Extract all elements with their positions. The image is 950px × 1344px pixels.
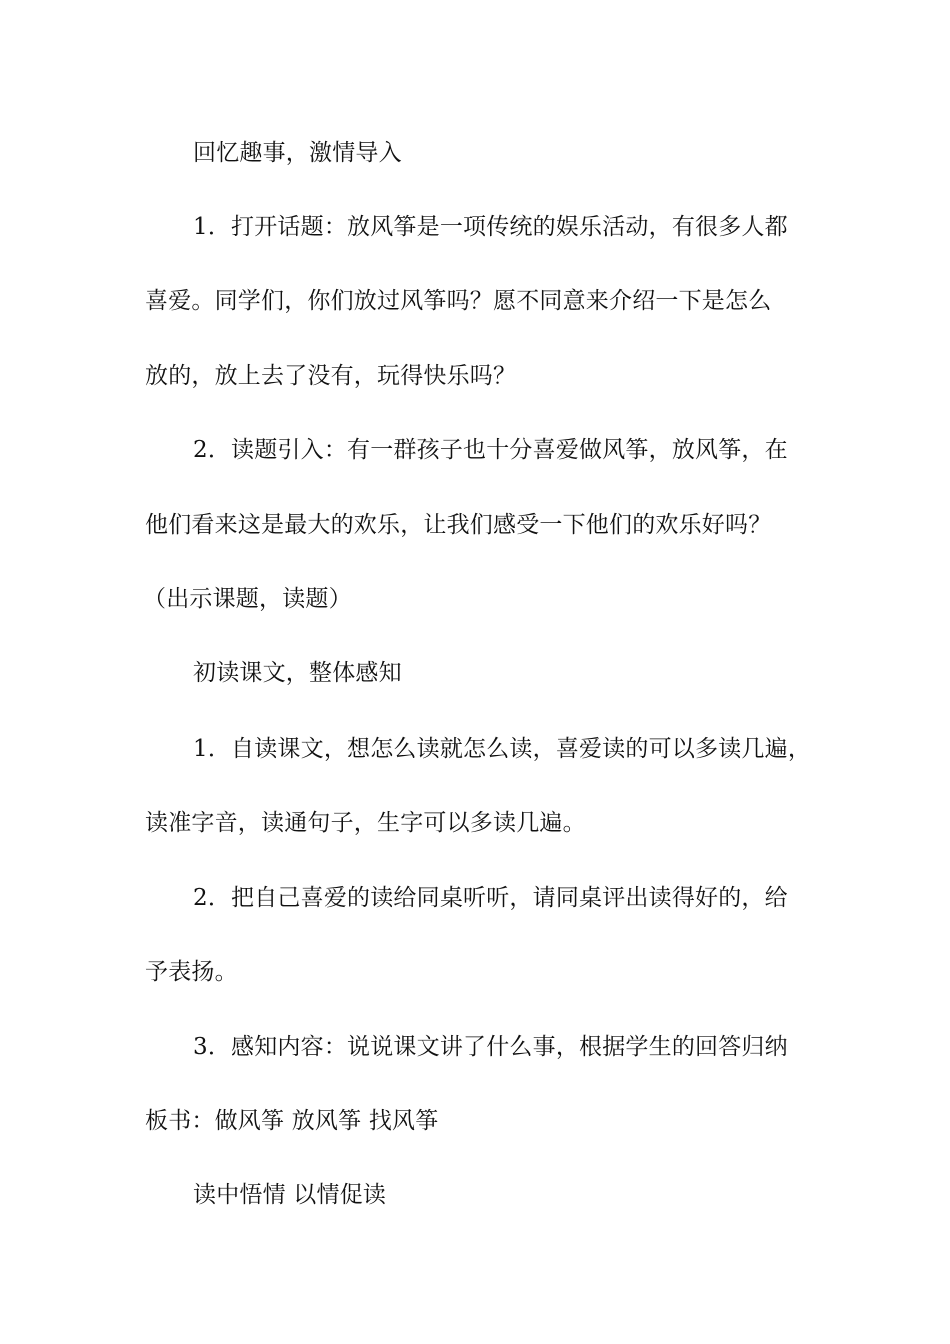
- paragraph-line: 读准字音，读通句子，生字可以多读几遍。: [145, 810, 586, 836]
- paragraph-line: 喜爱。同学们，你们放过风筝吗？愿不同意来介绍一下是怎么: [145, 288, 772, 314]
- section-heading-reading: 读中悟情 以情促读: [193, 1182, 387, 1208]
- section-heading-first-reading: 初读课文，整体感知: [193, 660, 402, 686]
- paragraph-line: 1．自读课文，想怎么读就怎么读，喜爱读的可以多读几遍，: [193, 736, 812, 762]
- paragraph-line: （出示课题，读题）: [143, 586, 352, 612]
- paragraph-line: 1．打开话题：放风筝是一项传统的娱乐活动，有很多人都: [193, 214, 788, 240]
- section-heading-recall: 回忆趣事，激情导入: [193, 140, 402, 166]
- paragraph-line: 予表扬。: [145, 959, 238, 985]
- paragraph-line: 他们看来这是最大的欢乐，让我们感受一下他们的欢乐好吗？: [145, 512, 772, 538]
- paragraph-line: 2．读题引入：有一群孩子也十分喜爱做风筝，放风筝，在: [193, 437, 788, 463]
- paragraph-line: 2．把自己喜爱的读给同桌听听，请同桌评出读得好的，给: [193, 885, 788, 911]
- paragraph-line: 3．感知内容：说说课文讲了什么事，根据学生的回答归纳: [193, 1034, 788, 1060]
- paragraph-line: 放的，放上去了没有，玩得快乐吗？: [145, 363, 517, 389]
- paragraph-line: 板书：做风筝 放风筝 找风筝: [145, 1108, 439, 1134]
